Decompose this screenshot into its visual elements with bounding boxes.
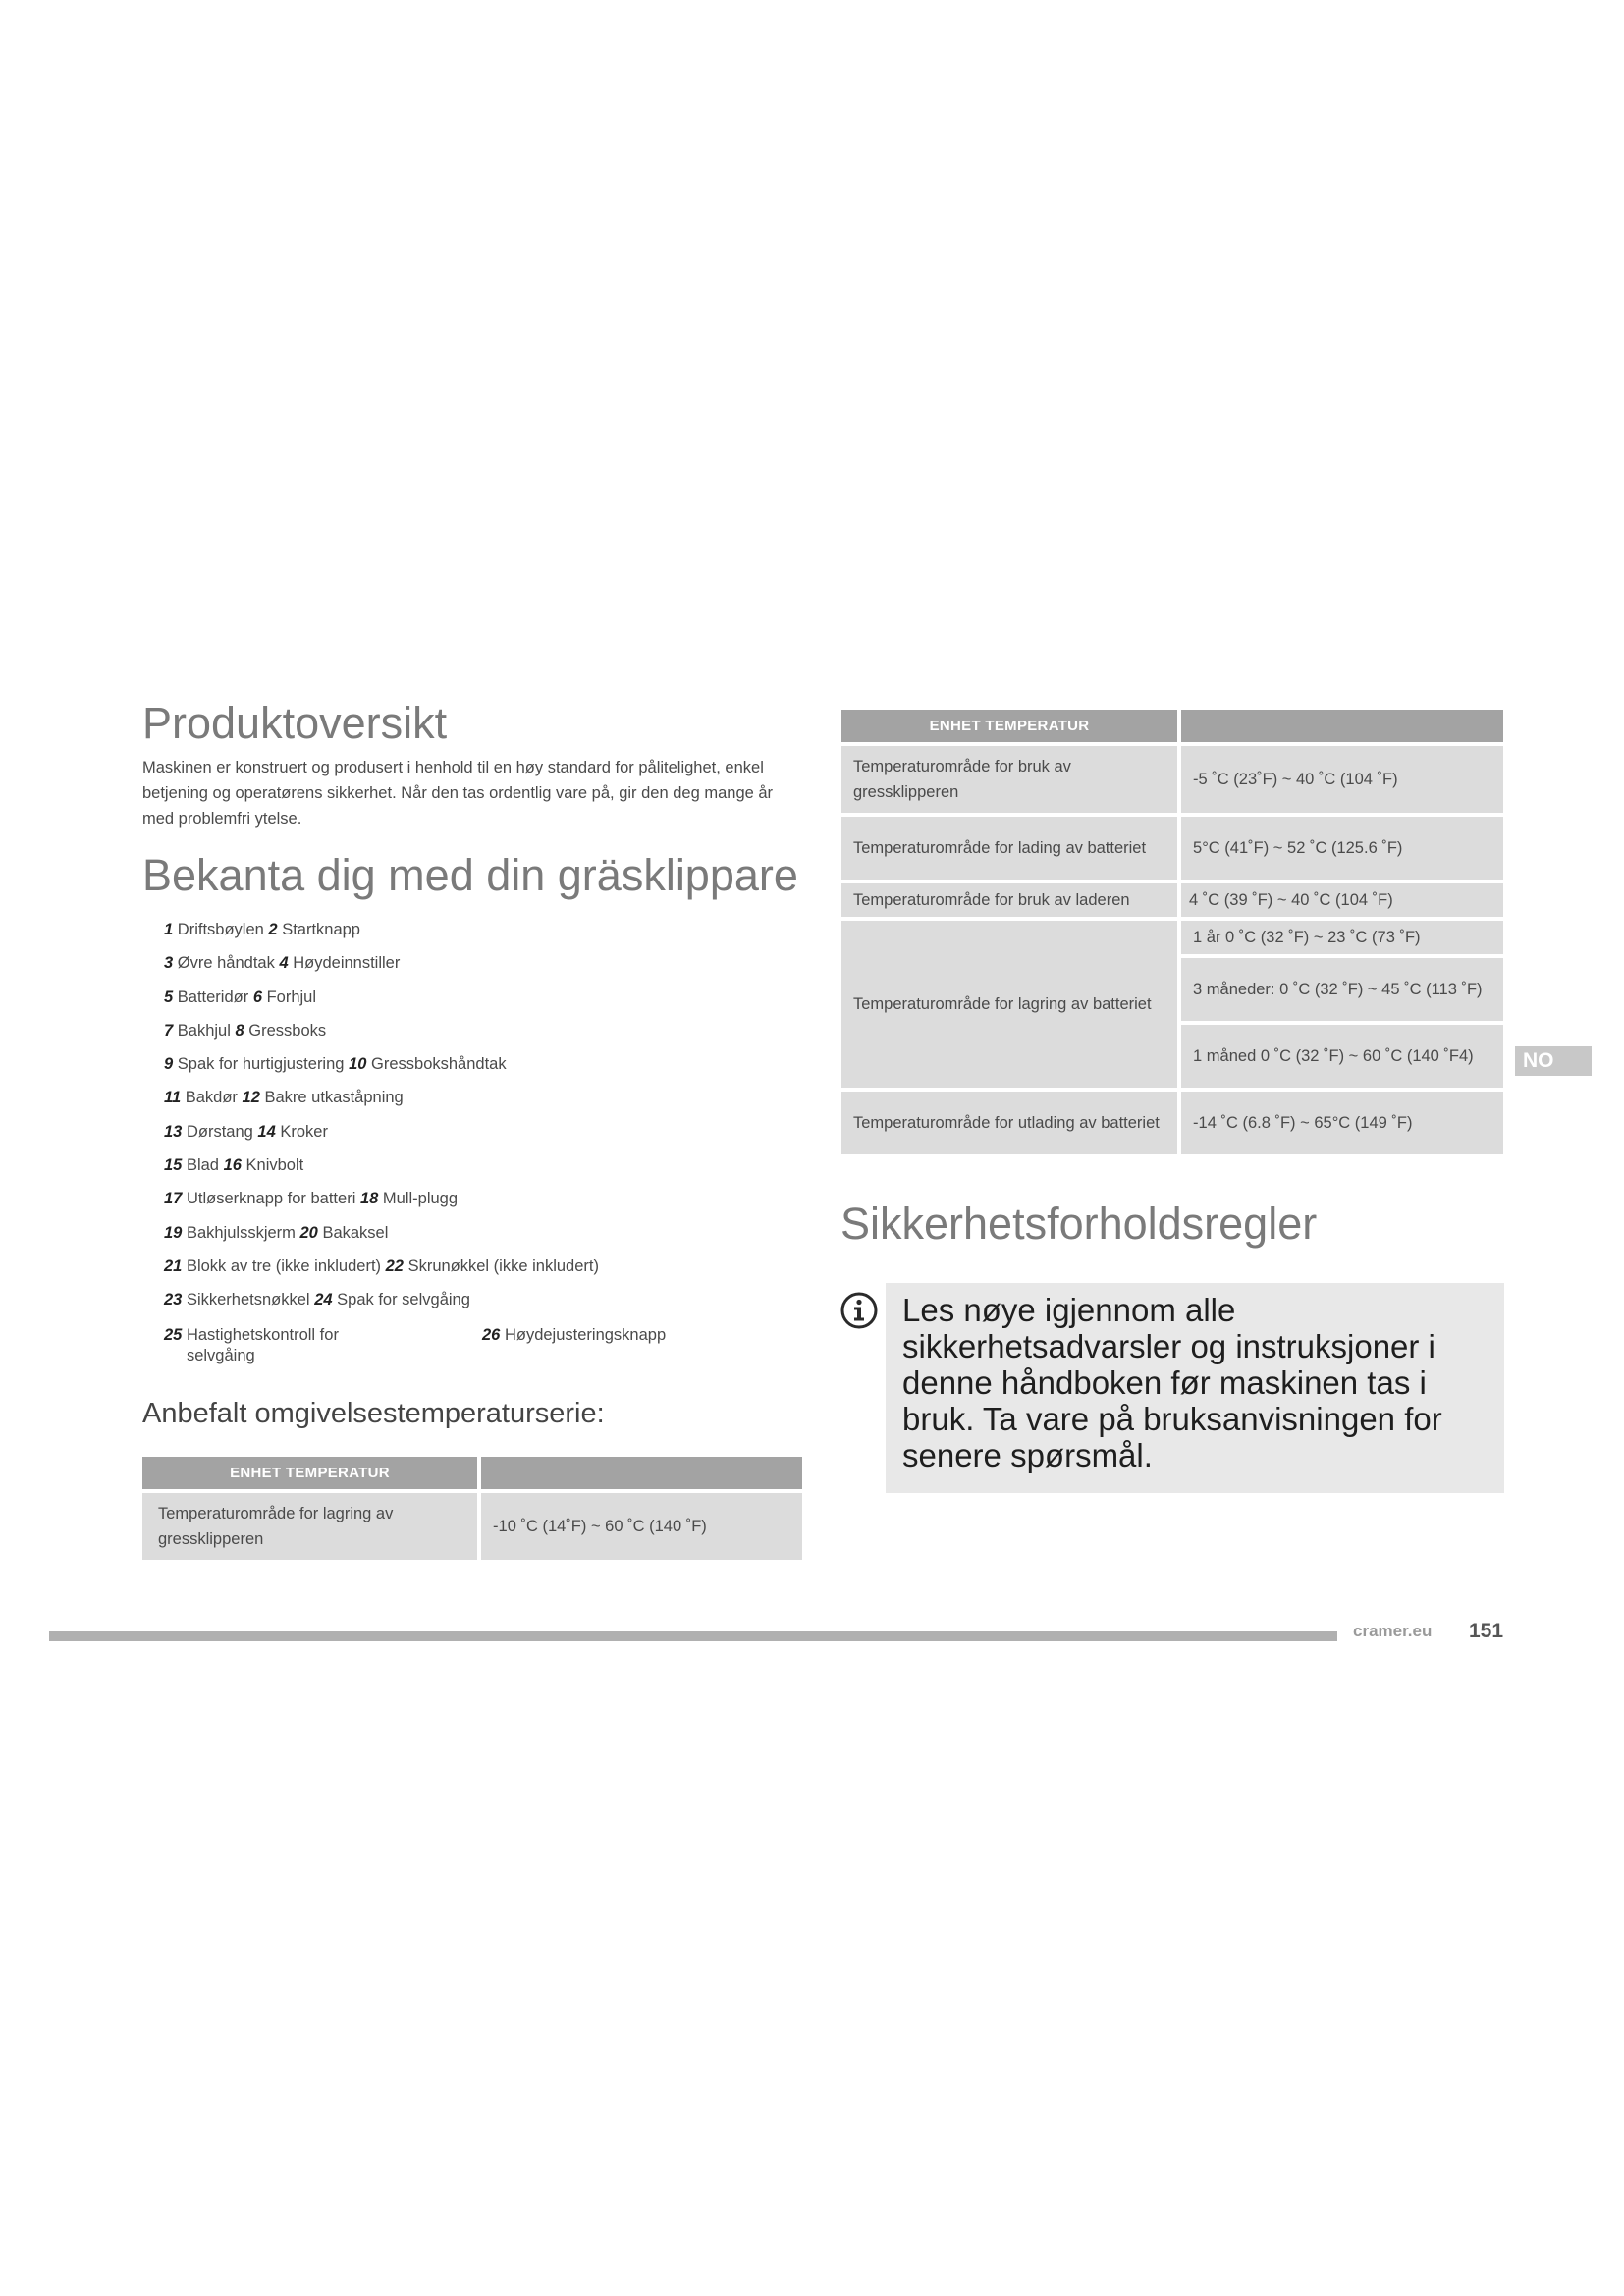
table-header-empty — [1181, 710, 1503, 742]
part-label: Utløserknapp for batteri — [186, 1190, 356, 1208]
language-tab: NO — [1515, 1046, 1592, 1076]
part-label: Bakaksel — [322, 1223, 389, 1242]
part-number: 11 — [164, 1089, 182, 1107]
table-cell-label: Temperaturområde for bruk av gressklipperen — [841, 746, 1177, 813]
part-label: Øvre håndtak — [177, 954, 275, 973]
part-label: Bakre utkaståpning — [264, 1089, 404, 1107]
part-number: 15 — [164, 1156, 183, 1175]
part-number: 2 — [268, 921, 278, 938]
table-cell-value: -14 ˚C (6.8 ˚F) ~ 65°C (149 ˚F) — [1181, 1092, 1503, 1154]
part-number: 8 — [235, 1021, 244, 1040]
mower-storage-table — [138, 1453, 806, 1564]
part-number: 12 — [242, 1089, 260, 1107]
part-number: 10 — [349, 1055, 367, 1074]
table-cell-label: Temperaturområde for bruk av laderen — [841, 883, 1177, 917]
part-number: 20 — [299, 1223, 318, 1242]
table-cell-label: Temperaturområde for lading av batteriet — [841, 817, 1177, 880]
parts-list — [164, 921, 802, 1374]
part-number: 19 — [164, 1223, 183, 1242]
page-title: Produktoversikt — [142, 698, 448, 748]
part-label: Driftsbøylen — [177, 921, 264, 938]
intro-paragraph: Maskinen er konstruert og produsert i henhold til en høy standard for pålitelighet, enkel betjening og operatørens sikkerhet. Når den tas ordentlig vare på, gir den deg mange år med problemfri ytelse. — [142, 759, 774, 828]
safety-heading: Sikkerhetsforholdsregler — [840, 1199, 1318, 1249]
table-cell-value: -10 ˚C (14˚F) ~ 60 ˚C (140 ˚F) — [481, 1493, 802, 1560]
part-number: 18 — [359, 1190, 379, 1208]
list-item — [164, 1022, 802, 1055]
table-cell-label: Temperaturområde for utlading av batteriet — [841, 1092, 1177, 1154]
part-number: 1 — [164, 921, 174, 938]
table-cell-label: Temperaturområde for lagring av gressklipperen — [142, 1493, 477, 1560]
part-number: 4 — [279, 954, 289, 973]
part-label: Bakhjulsskjerm — [186, 1223, 296, 1242]
list-item — [164, 1123, 802, 1156]
part-number: 25 — [164, 1325, 183, 1344]
part-label: Bakhjul — [177, 1021, 231, 1040]
part-label: Blad — [186, 1156, 219, 1175]
list-item — [164, 1156, 802, 1190]
table-cell-value: 1 måned 0 ˚C (32 ˚F) ~ 60 ˚C (140 ˚F4) — [1181, 1025, 1503, 1088]
part-label: Hastighetskontroll for selvgåing — [186, 1325, 339, 1364]
part-label: Gressbokshåndtak — [371, 1055, 507, 1074]
part-label: Batteridør — [177, 988, 249, 1006]
warning-text: Les nøye igjennom alle sikkerhetsadvarsler og instruksjoner i denne håndboken før maskinen tas i bruk. Ta vare på bruksanvisningen for senere spørsmål. — [902, 1292, 1442, 1473]
part-label: Knivbolt — [245, 1156, 304, 1175]
table-cell-value: 5°C (41˚F) ~ 52 ˚C (125.6 ˚F) — [1181, 817, 1503, 880]
footer-bar — [49, 1631, 1337, 1641]
part-label: Mull-plugg — [382, 1190, 459, 1208]
part-label: Spak for selvgåing — [337, 1291, 470, 1309]
list-item — [164, 988, 802, 1022]
part-label: Startknapp — [282, 921, 360, 938]
part-label: Kroker — [280, 1122, 328, 1141]
list-item — [164, 1224, 802, 1257]
part-number: 24 — [314, 1291, 333, 1309]
ambient-temperature-heading: Anbefalt omgivelsestemperaturserie: — [142, 1398, 605, 1429]
table-cell-label: Temperaturområde for lagring av batteriet — [841, 921, 1177, 1088]
list-item — [164, 1055, 802, 1089]
part-number: 26 — [482, 1325, 501, 1344]
page-number: 151 — [1469, 1620, 1504, 1642]
list-item — [164, 921, 802, 954]
section-heading-mower: Bekanta dig med din gräsklippare — [142, 850, 798, 900]
part-label: Blokk av tre (ikke inkludert) — [186, 1256, 382, 1275]
part-number: 7 — [164, 1021, 174, 1040]
table-cell-value: 1 år 0 ˚C (32 ˚F) ~ 23 ˚C (73 ˚F) — [1181, 921, 1503, 954]
list-item — [164, 1190, 802, 1223]
part-label: Sikkerhetsnøkkel — [186, 1291, 310, 1309]
part-number: 3 — [164, 954, 174, 973]
info-circle-icon — [839, 1291, 879, 1330]
table-cell-value: 3 måneder: 0 ˚C (32 ˚F) ~ 45 ˚C (113 ˚F) — [1181, 958, 1503, 1021]
part-label: Forhjul — [266, 988, 317, 1006]
part-label: Gressboks — [248, 1021, 327, 1040]
part-number: 13 — [164, 1122, 183, 1141]
battery-temperature-table — [838, 706, 1507, 1158]
list-item — [164, 1257, 802, 1291]
part-number: 23 — [164, 1291, 183, 1309]
list-item — [164, 1325, 802, 1374]
table-cell-value: -5 ˚C (23˚F) ~ 40 ˚C (104 ˚F) — [1181, 746, 1503, 813]
part-label: Dørstang — [186, 1122, 253, 1141]
part-number: 22 — [385, 1256, 404, 1275]
part-label: Høydeinnstiller — [293, 954, 401, 973]
part-label: Spak for hurtigjustering — [177, 1055, 345, 1074]
part-label: Skrunøkkel (ikke inkludert) — [407, 1256, 599, 1275]
list-item — [164, 1089, 802, 1122]
list-item — [164, 1291, 802, 1324]
part-number: 5 — [164, 988, 174, 1006]
part-number: 21 — [164, 1256, 183, 1275]
part-number: 9 — [164, 1055, 174, 1074]
list-item — [164, 954, 802, 988]
part-label: Høydejusteringsknapp — [504, 1325, 667, 1344]
table-header: ENHET TEMPERATUR — [142, 1457, 477, 1489]
part-label: Bakdør — [185, 1089, 238, 1107]
part-number: 16 — [223, 1156, 242, 1175]
table-cell-value: 4 ˚C (39 ˚F) ~ 40 ˚C (104 ˚F) — [1181, 883, 1503, 917]
part-number: 6 — [252, 988, 262, 1006]
footer-site: cramer.eu — [1353, 1622, 1433, 1640]
table-header: ENHET TEMPERATUR — [841, 710, 1177, 742]
table-header-empty — [481, 1457, 802, 1489]
part-number: 14 — [257, 1122, 276, 1141]
part-number: 17 — [164, 1190, 183, 1208]
